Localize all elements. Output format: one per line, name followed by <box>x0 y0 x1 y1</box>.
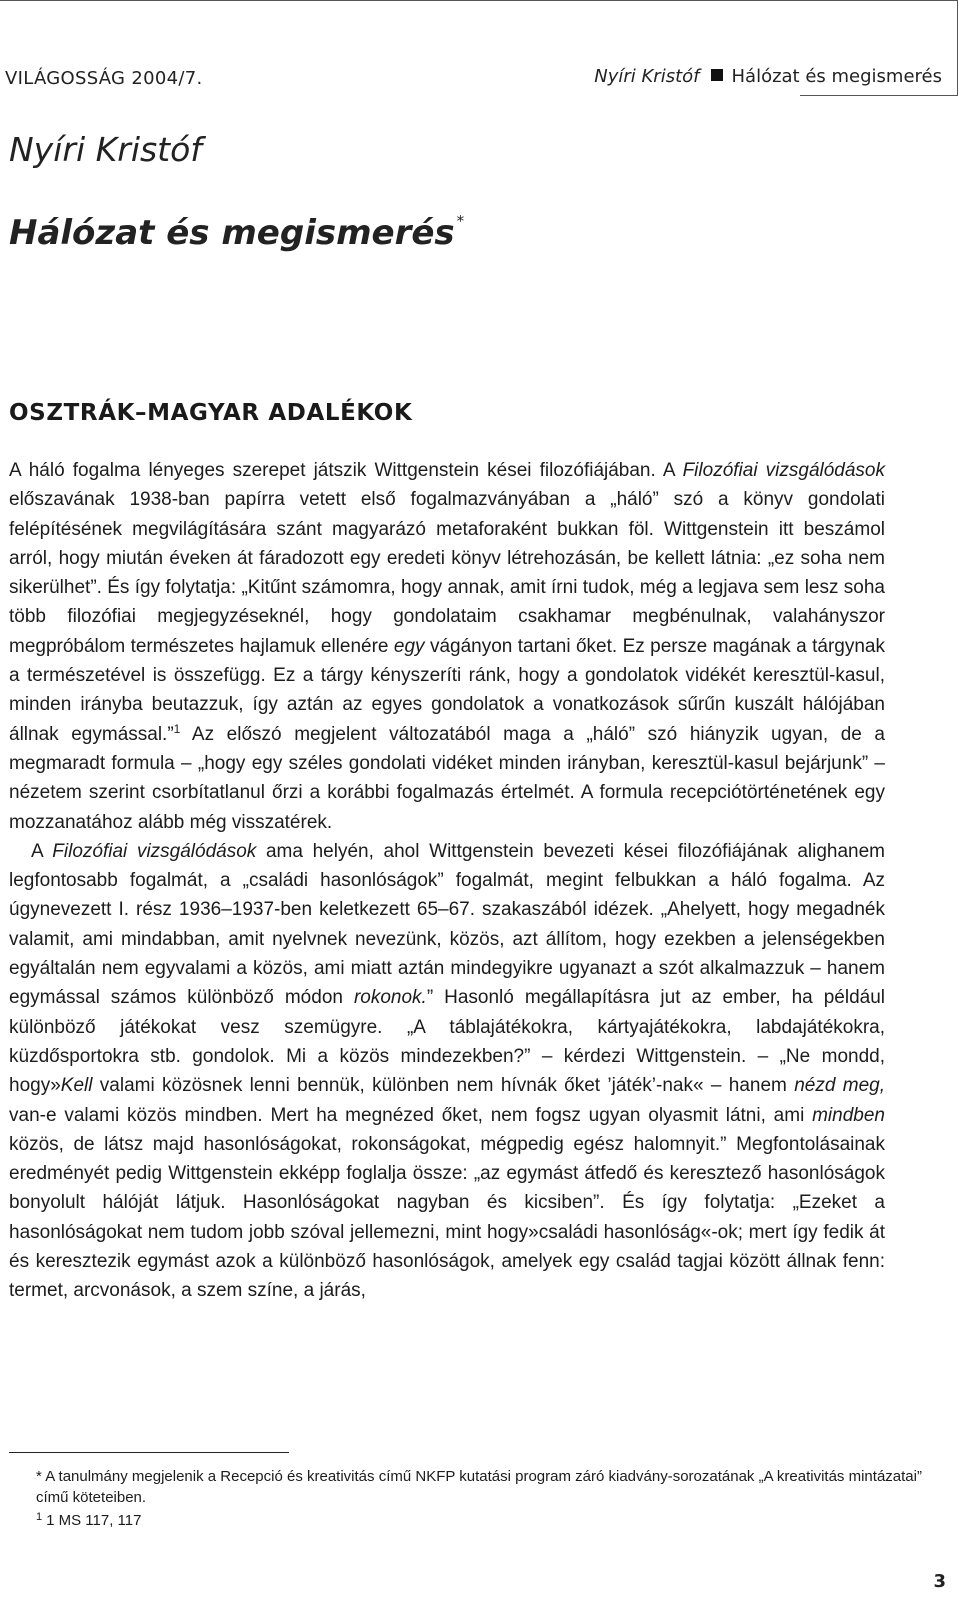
italic-run: egy <box>393 635 425 657</box>
text-run: Az előszó megjelent változatából maga a „háló” szó hiányzik ugyan, de a megmaradt formula – „hogy egy széles gondolati vidéket minden irányban, keresztül-kasul bejárjunk” – nézetem szerint csorbítatlanul őrzi a korábbi fogalmazás értelmét. A formula recepciótörténetének egy mozzanatához alább még visszatérek. <box>9 723 886 833</box>
footnote-text: 1 MS 117, 117 <box>46 1512 142 1529</box>
footnote-mark: 1 <box>36 1511 43 1523</box>
text-run: vágányon tartani őket. Ez persze magának a tárgynak a természetével is összefügg. Ez a tárgy kényszeríti ránk, hogy a gondolatok vidékét keresztül-kasul, minden irányba beutazzuk, így aztán az egyes gondolatok a vonatkozások sűrűn kuszált hálójában állnak egymással.” <box>9 635 885 745</box>
text-run: van-e valami közös mindben. Mert ha megnézed őket, nem fogsz ugyan olyasmit látni, ami <box>9 1104 813 1126</box>
text-run: ama helyén, ahol Wittgenstein bevezeti kései filozófiájának alighanem legfontosabb fogalmát, a „családi hasonlóságok” fogalmát, megint felbukkan a háló fogalma. Az úgynevezett I. rész 1936–1937-ben keletkezett 65–67. szakaszából idézek. „Ahelyett, hogy megadnék valamit, ami mindabban, amit nyelvnek nevezünk, közös, azt állítom, hogy ezekben a jelenségekben egyáltalán nem egyvalami a közös, ami miatt aztán mindegyikre ugyanazt a szót alkalmazzuk – hanem egymással számos különböző módon <box>9 840 885 1009</box>
title-footnote-mark: * <box>456 212 465 230</box>
frame-bottom-rule <box>800 95 958 96</box>
square-separator-icon <box>711 69 723 81</box>
text-run: ” Hasonló megállapításra jut az ember, ha például különböző játékokat vesz szemügyre. „A táblajátékokra, kártyajátékokra, labdajátékokra, küzdősportokra stb. gondolok. Mi a közös mindezekben?” – kérdezi Wittgenstein. – „Ne mondd, hogy» <box>9 987 885 1097</box>
italic-run: mindben <box>812 1104 885 1126</box>
footnotes <box>36 1466 936 1531</box>
text-run: előszavának 1938-ban papírra vetett első fogalmazványában a „háló” szó a könyv gondolati felépítésének megvilágítására szánt magyarázó metaforaként bukkan föl. Wittgenstein itt beszámol arról, hogy miután éveken át fáradozott egy eredeti könyv létrehozásán, be kellett látnia: „ez soha nem sikerülhet”. És így folytatja: „Kitűnt számomra, hogy annak, amit írni tudok, még a legjava sem lesz soha több filozófiai megjegyzéseknél, hogy gondolataim csakhamar megbénulnak, valahányszor megpróbálom természetes hajlamuk ellenére <box>9 489 885 657</box>
running-title: Hálózat és megismerés <box>731 66 942 87</box>
page-number: 3 <box>933 1571 946 1592</box>
running-header <box>594 66 942 87</box>
text-run: A <box>31 840 53 862</box>
text-run: valami közösnek lenni bennük, különben nem hívnák őket ’játék’-nak« – hanem <box>92 1075 795 1097</box>
italic-run: Kell <box>60 1075 93 1097</box>
article-author: Nyíri Kristóf <box>9 130 202 169</box>
footnote-text: A tanulmány megjelenik a Recepció és kreativitás című NKFP kutatási program záró kiadvány-sorozatának „A kreativitás mintázatai” című köteteiben. <box>36 1468 922 1506</box>
article-title-text: Hálózat és megismerés <box>9 213 455 253</box>
footnote-divider <box>9 1452 289 1453</box>
running-author: Nyíri Kristóf <box>594 66 700 87</box>
text-run: A háló fogalma lényeges szerepet játszik Wittgenstein kései filozófiájában. A <box>9 460 683 481</box>
frame-right-rule <box>957 0 958 96</box>
italic-run: nézd meg, <box>794 1075 885 1097</box>
section-heading: OSZTRÁK–MAGYAR ADALÉKOK <box>9 400 413 426</box>
paragraph-1 <box>9 456 885 837</box>
footnote-star <box>36 1466 936 1508</box>
text-run: közös, de látsz majd hasonlóságokat, rokonságokat, mégpedig egész halomnyit.” Megfontolásainak eredményét pedig Wittgenstein ekképp foglalja össze: „az egymást átfedő és keresztező hasonlóságok bonyolult hálóját látjuk. Hasonlóságokat nagyban és kicsiben”. És így folytatja: „Ezeket a hasonlóságokat nem tudom jobb szóval jellemezni, mint hogy»családi hasonlóság«-ok; mert így fedik át és keresztezik egymást azok a különböző hasonlóságok, amelyek egy család tagjai között állnak fenn: termet, arcvonások, a szem színe, a járás, <box>9 1133 885 1302</box>
italic-run: Filozófiai vizsgálódások <box>52 840 257 862</box>
frame-top-rule <box>0 0 958 1</box>
article-body <box>9 456 885 1306</box>
italic-run: rokonok. <box>353 987 427 1009</box>
footnote-mark: * <box>36 1468 42 1485</box>
paragraph-2 <box>9 837 885 1306</box>
footnote-ref-1[interactable]: 1 <box>173 721 181 736</box>
footnote-1 <box>36 1510 936 1531</box>
article-title <box>9 212 464 253</box>
italic-run: Filozófiai vizsgálódások <box>682 460 885 481</box>
journal-header: VILÁGOSSÁG 2004/7. <box>5 68 203 89</box>
